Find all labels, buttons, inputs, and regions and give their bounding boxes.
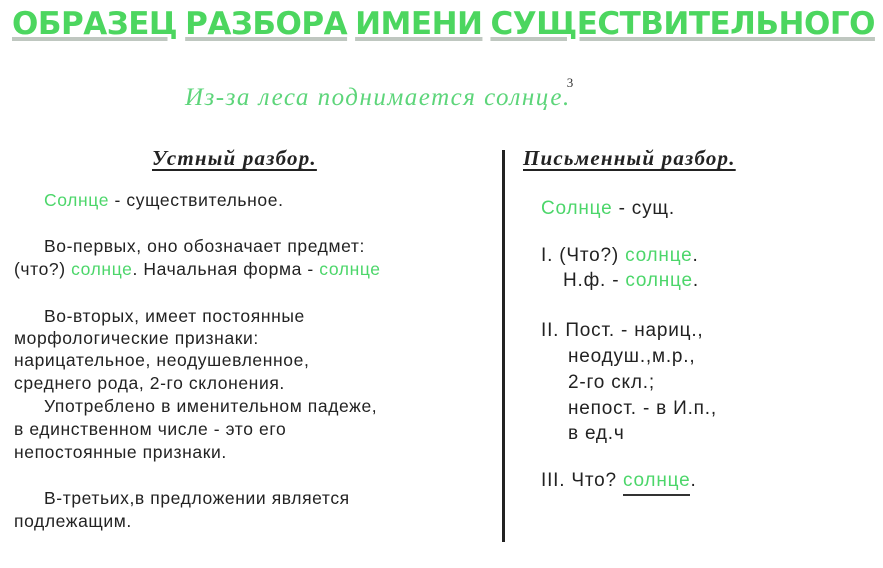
line-text: .: [690, 470, 697, 491]
line-text: - существительное.: [109, 190, 284, 210]
oral-line: [44, 189, 284, 212]
written-line: 2-го скл.;: [568, 372, 655, 393]
highlight-word: солнце: [625, 270, 693, 291]
highlight-word: солнце: [71, 259, 133, 279]
highlight-word: Солнце: [44, 190, 110, 210]
title-word-2: РАЗБОРА: [185, 6, 348, 42]
oral-line: среднего рода, 2-го склонения.: [14, 373, 285, 393]
written-line: II. Пост. - нариц.,: [541, 320, 704, 341]
written-heading: Письменный разбор.: [523, 146, 736, 170]
title-word-1: ОБРАЗЕЦ: [12, 6, 178, 42]
highlight-word: солнце: [625, 245, 693, 266]
line-text: . Начальная форма -: [132, 259, 320, 279]
subject-underlined-word: солнце: [623, 470, 690, 496]
written-line: [541, 245, 699, 268]
oral-line: в единственном числе - это его: [14, 419, 287, 439]
example-sentence-text: Из-за леса поднимается солнце.: [185, 84, 571, 111]
written-line: неодуш.,м.р.,: [568, 346, 696, 367]
written-line: [563, 270, 699, 293]
oral-line: Во-вторых, имеет постоянные: [44, 306, 305, 326]
written-line: [541, 198, 675, 221]
line-text: (что?): [14, 259, 72, 279]
oral-line: [14, 258, 381, 281]
oral-line: Употреблено в именительном падеже,: [44, 396, 378, 416]
highlight-word: солнце: [319, 259, 381, 279]
line-text: Н.ф. -: [563, 270, 626, 291]
oral-line: В-третьих,в предложении является: [44, 488, 350, 508]
written-line: непост. - в И.п.,: [568, 398, 717, 419]
written-line: в ед.ч: [568, 423, 625, 444]
oral-line: нарицательное, неодушевленное,: [14, 350, 310, 370]
line-text: .: [692, 270, 699, 291]
oral-heading: Устный разбор.: [152, 146, 317, 170]
line-text: III. Что?: [541, 470, 623, 491]
written-line: [541, 470, 697, 493]
footnote-mark: 3: [566, 75, 575, 90]
example-sentence: [185, 75, 575, 112]
line-text: .: [692, 245, 699, 266]
line-text: - сущ.: [612, 198, 675, 219]
oral-line: непостоянные признаки.: [14, 442, 227, 462]
page-title: [12, 6, 883, 42]
title-word-4: СУЩЕСТВИТЕЛЬНОГО: [490, 6, 875, 42]
line-text: I. (Что?): [541, 245, 626, 266]
column-divider: [502, 150, 505, 542]
oral-line: подлежащим.: [14, 511, 132, 531]
oral-line: морфологические признаки:: [14, 328, 259, 348]
title-word-3: ИМЕНИ: [355, 6, 483, 42]
oral-line: Во-первых, оно обозначает предмет:: [44, 236, 365, 256]
highlight-word: Солнце: [541, 198, 613, 219]
